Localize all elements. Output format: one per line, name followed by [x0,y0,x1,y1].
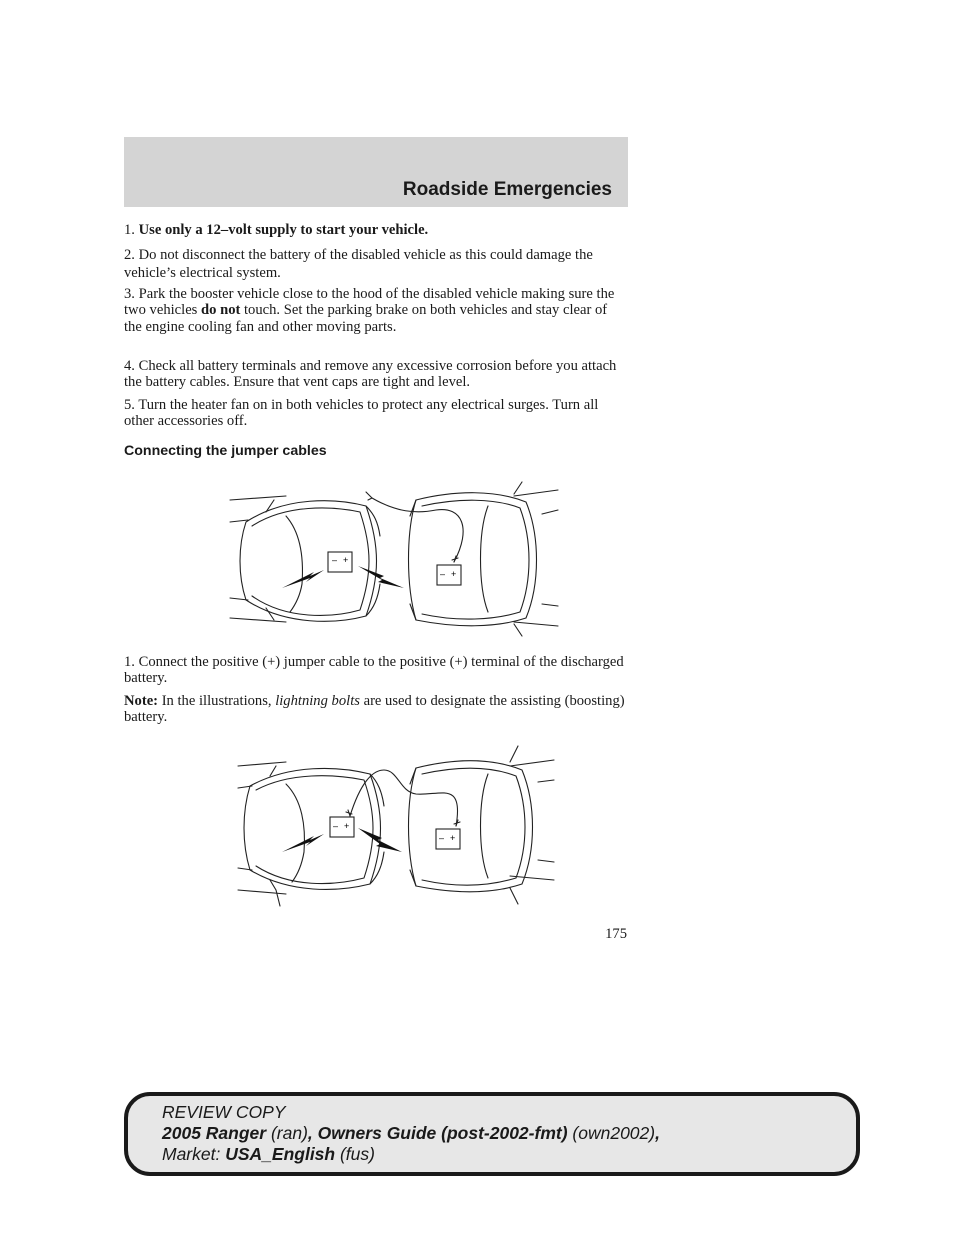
market-code: (fus) [335,1144,375,1164]
battery-left [328,552,352,572]
step-3-text-a: 3. Park the booster vehicle close to the hood of the disabled vehicle making sure the two vehicles [124,286,615,319]
figure-1-svg [226,476,562,642]
battery-left-plus: + [343,555,349,565]
section-title: Roadside Emergencies [402,179,612,200]
subheading-connecting: Connecting the jumper cables [124,443,327,459]
note-text-b: are used to designate the assisting (boosting) battery. [124,693,625,726]
market-label: Market: [162,1144,226,1164]
model-guide-line [162,1123,660,1144]
battery-right-plus: + [450,833,456,843]
note-label: Note: [124,693,159,709]
separator-1: , [307,1123,318,1143]
battery-right-minus: – [440,569,446,579]
model-code: (ran) [266,1123,308,1143]
review-copy-box [124,1092,860,1176]
guide-name: Owners Guide (post-2002-fmt) [317,1123,568,1143]
left-vehicle [238,762,384,906]
guide-code: (own2002) [567,1123,656,1143]
battery-right [437,565,461,585]
figure-jumper-1 [226,476,562,642]
step-5: 5. Turn the heater fan on in both vehicles to protect any electrical surges. Turn all other accessories off. [124,397,599,430]
jumper-cable [372,498,463,562]
separator-2: , [655,1123,660,1143]
lightning-bolt-right-icon [358,566,404,588]
header-band [124,137,628,207]
battery-right-plus: + [451,569,457,579]
review-copy-line: REVIEW COPY [162,1102,286,1122]
step-3-text-b: touch. Set the parking brake on both vehicles and stay clear of the engine cooling fan and other moving parts. [124,302,608,335]
step-1 [124,222,628,238]
battery-right-minus: – [439,833,445,843]
step-1-bold: Use only a 12–volt supply to start your vehicle. [138,222,429,238]
step-3 [124,286,628,335]
cable-clamp-loose-icon [366,492,372,500]
market-name: USA_English [225,1144,336,1164]
step-3-bold: do not [201,302,241,319]
lightning-bolt-left-icon [282,834,324,852]
figure-jumper-2 [220,740,560,912]
figure-2-svg [220,740,560,912]
note-text-a: In the illustrations, [158,693,276,709]
right-vehicle [409,746,555,904]
jumper-cable [350,770,458,826]
left-vehicle [230,496,380,622]
step-connect-1: 1. Connect the positive (+) jumper cable to the positive (+) terminal of the discharged battery. [124,654,624,687]
battery-left [330,817,354,837]
right-vehicle [409,482,559,636]
step-1-number: 1. [124,222,135,238]
note-italic: lightning bolts [275,693,360,709]
note [124,693,628,726]
model-name: 2005 Ranger [162,1123,267,1143]
review-copy-text [162,1102,660,1165]
page-number: 175 [605,926,627,942]
step-2: 2. Do not disconnect the battery of the disabled vehicle as this could damage the vehicle’s electrical system. [124,247,593,281]
market-line [162,1144,660,1165]
battery-right [436,829,460,849]
battery-left-plus: + [344,821,350,831]
battery-left-minus: – [333,821,339,831]
battery-left-minus: – [332,555,338,565]
step-4: 4. Check all battery terminals and remove any excessive corrosion before you attach the battery cables. Ensure that vent caps are tight and level. [124,358,617,391]
